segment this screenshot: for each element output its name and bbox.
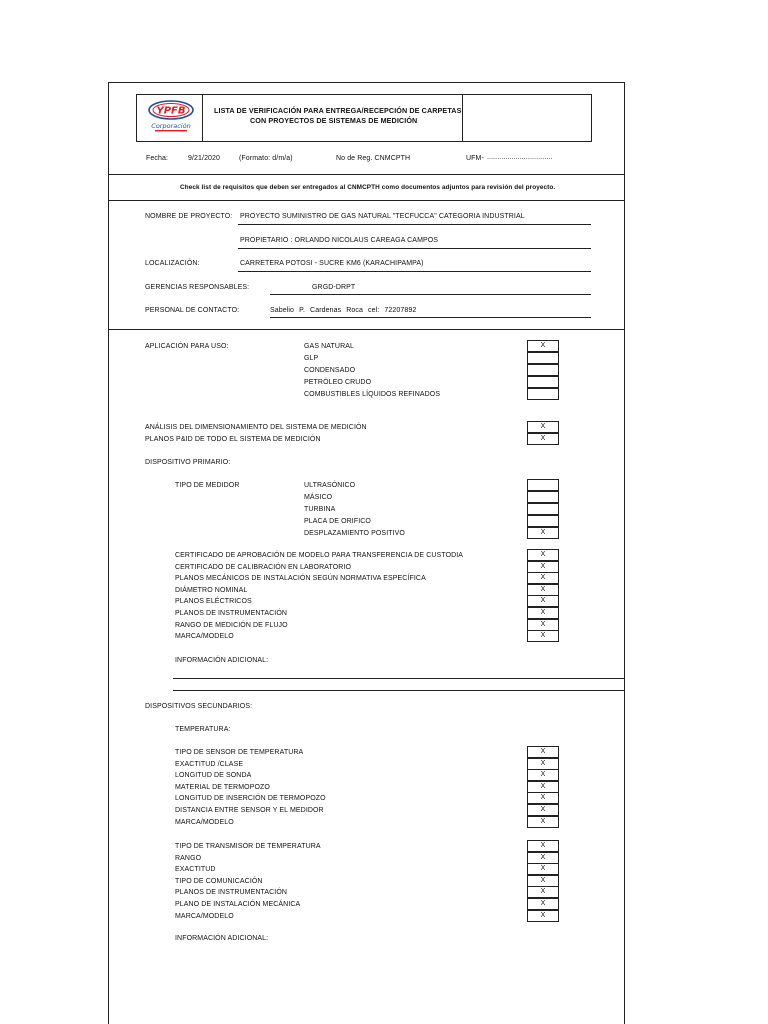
contacto-label: PERSONAL DE CONTACTO: [145,307,240,314]
aplicacion-item-checkbox[interactable] [527,376,559,388]
aplicacion-item-checkbox[interactable]: X [527,340,559,352]
secundarios-info-label: INFORMACIÓN ADICIONAL: [175,935,269,942]
gerencias-label: GERENCIAS RESPONSABLES: [145,284,250,291]
sensor-item-checkbox[interactable]: X [527,769,559,781]
contacto-value: Sabelio P. Cardenas Roca cel: 72207892 [270,307,417,314]
tipo-medidor-item-label: MÁSICO [304,494,333,501]
transmisor-item-checkbox[interactable]: X [527,886,559,898]
page-title-line1: LISTA DE VERIFICACIÓN PARA ENTREGA/RECEPCIÓN DE CARPETAS [214,106,462,115]
tipo-medidor-item-checkbox[interactable] [527,503,559,515]
sensor-item-label: LONGITUD DE SONDA [175,772,252,780]
tipo-medidor-label: TIPO DE MEDIDOR [175,482,240,489]
logo-sub-text: Corporación [151,122,191,130]
header-divider-left [202,94,203,142]
localizacion-underline [238,271,591,272]
propietario-underline [238,248,591,249]
transmisor-item-label: PLANO DE INSTALACIÓN MECÁNICA [175,901,301,908]
notice-top-rule [108,174,625,175]
aplicacion-item-label: GLP [304,355,319,362]
analisis-item-checkbox[interactable]: X [527,433,559,445]
requisito-item-checkbox[interactable]: X [527,619,559,631]
tipo-medidor-item-checkbox[interactable] [527,491,559,503]
transmisor-item-checkbox[interactable]: X [527,875,559,887]
requisito-item-label: MARCA/MODELO [175,633,234,641]
contacto-underline [270,317,591,318]
notice-text: Check list de requisitos que deben ser entregados al CNMCPTH como documentos adjuntos para revisión del proyecto. [180,184,556,191]
primario-info-line-1 [173,678,625,679]
ufm-dots: ................................ [487,154,553,161]
requisito-item-checkbox[interactable]: X [527,607,559,619]
aplicacion-item-label: CONDENSADO [304,367,356,374]
analisis-item-label: PLANOS P&ID DE TODO EL SISTEMA DE MEDICIÓN [145,436,321,443]
notice-bottom-rule [108,200,625,201]
transmisor-item-label: RANGO [175,854,202,862]
tipo-medidor-item-label: TURBINA [304,506,336,513]
requisito-item-label: DIÁMETRO NOMINAL [175,586,248,594]
primario-label: DISPOSITIVO PRIMARIO: [145,459,231,466]
sensor-item-label: EXACTITUD /CLASE [175,760,244,768]
requisito-item-label: RANGO DE MEDICIÓN DE FLUJO [175,621,288,629]
requisito-item-label: CERTIFICADO DE CALIBRACIÓN EN LABORATORIO [175,563,352,571]
localizacion-label: LOCALIZACIÓN: [145,260,200,267]
transmisor-item-checkbox[interactable]: X [527,863,559,875]
transmisor-item-checkbox[interactable]: X [527,852,559,864]
tipo-medidor-item-label: DESPLAZAMIENTO POSITIVO [304,530,405,537]
temperatura-label: TEMPERATURA: [175,726,231,733]
transmisor-item-checkbox[interactable]: X [527,898,559,910]
tipo-medidor-item-checkbox[interactable]: X [527,527,559,539]
aplicacion-item-checkbox[interactable] [527,364,559,376]
sensor-item-checkbox[interactable]: X [527,816,559,828]
ufm-label: UFM- [466,155,484,162]
aplicacion-item-checkbox[interactable] [527,352,559,364]
reg-label: No de Reg. CNMCPTH [336,155,411,162]
requisito-item-checkbox[interactable]: X [527,561,559,573]
sensor-item-checkbox[interactable]: X [527,804,559,816]
requisito-item-label: CERTIFICADO DE APROBACIÓN DE MODELO PARA TRANSFERENCIA DE CUSTODIA [175,552,464,559]
sensor-item-checkbox[interactable]: X [527,792,559,804]
requisito-item-label: PLANOS MECÁNICOS DE INSTALACIÓN SEGÚN NORMATIVA ESPECÍFICA [175,575,426,583]
propietario-value: PROPIETARIO : ORLANDO NICOLAUS CAREAGA CAMPOS [240,237,439,244]
requisito-item-label: PLANOS ELÉCTRICOS [175,598,252,606]
aplicacion-item-label: PETRÓLEO CRUDO [304,379,372,386]
secundarios-label: DISPOSITIVOS SECUNDARIOS: [145,703,253,710]
sensor-item-label: MATERIAL DE TERMOPOZO [175,783,270,791]
section-rule-project [108,329,625,330]
sensor-item-checkbox[interactable]: X [527,746,559,758]
aplicacion-label: APLICACIÓN PARA USO: [145,343,229,350]
transmisor-item-label: PLANOS DE INSTRUMENTACIÓN [175,889,288,897]
requisito-item-checkbox[interactable]: X [527,549,559,561]
page-title-line2: CON PROYECTOS DE SISTEMAS DE MEDICIÓN [250,116,418,125]
transmisor-item-label: TIPO DE TRANSMISOR DE TEMPERATURA [175,843,321,850]
transmisor-item-label: EXACTITUD [175,866,216,874]
gerencias-value: GRGD-DRPT [312,284,356,291]
requisito-item-label: PLANOS DE INSTRUMENTACIÓN [175,610,288,617]
sensor-item-label: TIPO DE SENSOR DE TEMPERATURA [175,749,304,756]
transmisor-item-label: MARCA/MODELO [175,912,234,920]
tipo-medidor-item-checkbox[interactable] [527,479,559,491]
nombre-value: PROYECTO SUMINISTRO DE GAS NATURAL "TECFUCCA" CATEGORIA INDUSTRIAL [240,213,525,220]
tipo-medidor-item-checkbox[interactable] [527,515,559,527]
aplicacion-item-label: GAS NATURAL [304,343,354,350]
sensor-item-checkbox[interactable]: X [527,758,559,770]
tipo-medidor-item-label: ULTRASÓNICO [304,482,356,489]
aplicacion-item-checkbox[interactable] [527,388,559,400]
sensor-item-label: MARCA/MODELO [175,818,234,826]
nombre-label: NOMBRE DE PROYECTO: [145,213,233,220]
fecha-value: 9/21/2020 [188,155,221,162]
primario-info-label: INFORMACIÓN ADICIONAL: [175,657,269,664]
ypfb-logo-emblem-icon [146,98,196,138]
fecha-format: (Formato: d/m/a) [239,155,293,162]
sensor-item-label: DISTANCIA ENTRE SENSOR Y EL MEDIDOR [175,807,324,814]
transmisor-item-label: TIPO DE COMUNICACIÓN [175,877,263,885]
gerencias-underline [270,294,591,295]
requisito-item-checkbox[interactable]: X [527,572,559,584]
requisito-item-checkbox[interactable]: X [527,630,559,642]
sensor-item-label: LONGITUD DE INSERCIÓN DE TERMOPOZO [175,795,326,803]
logo-brand-text: YPFB [156,105,186,117]
header-divider-right [462,94,463,142]
sensor-item-checkbox[interactable]: X [527,781,559,793]
transmisor-item-checkbox[interactable]: X [527,910,559,922]
transmisor-item-checkbox[interactable]: X [527,840,559,852]
requisito-item-checkbox[interactable]: X [527,595,559,607]
analisis-item-checkbox[interactable]: X [527,421,559,433]
tipo-medidor-item-label: PLACA DE ORIFICO [304,518,371,525]
analisis-item-label: ANÁLISIS DEL DIMENSIONAMIENTO DEL SISTEMA DE MEDICIÓN [145,424,367,431]
localizacion-value: CARRETERA POTOSI - SUCRE KM6 (KARACHIPAMPA) [240,260,424,267]
primario-info-line-2 [173,690,625,691]
nombre-underline [238,224,591,225]
aplicacion-item-label: COMBUSTIBLES LÍQUIDOS REFINADOS [304,391,441,398]
fecha-label: Fecha: [146,155,168,162]
requisito-item-checkbox[interactable]: X [527,584,559,596]
ypfb-logo [146,98,196,138]
